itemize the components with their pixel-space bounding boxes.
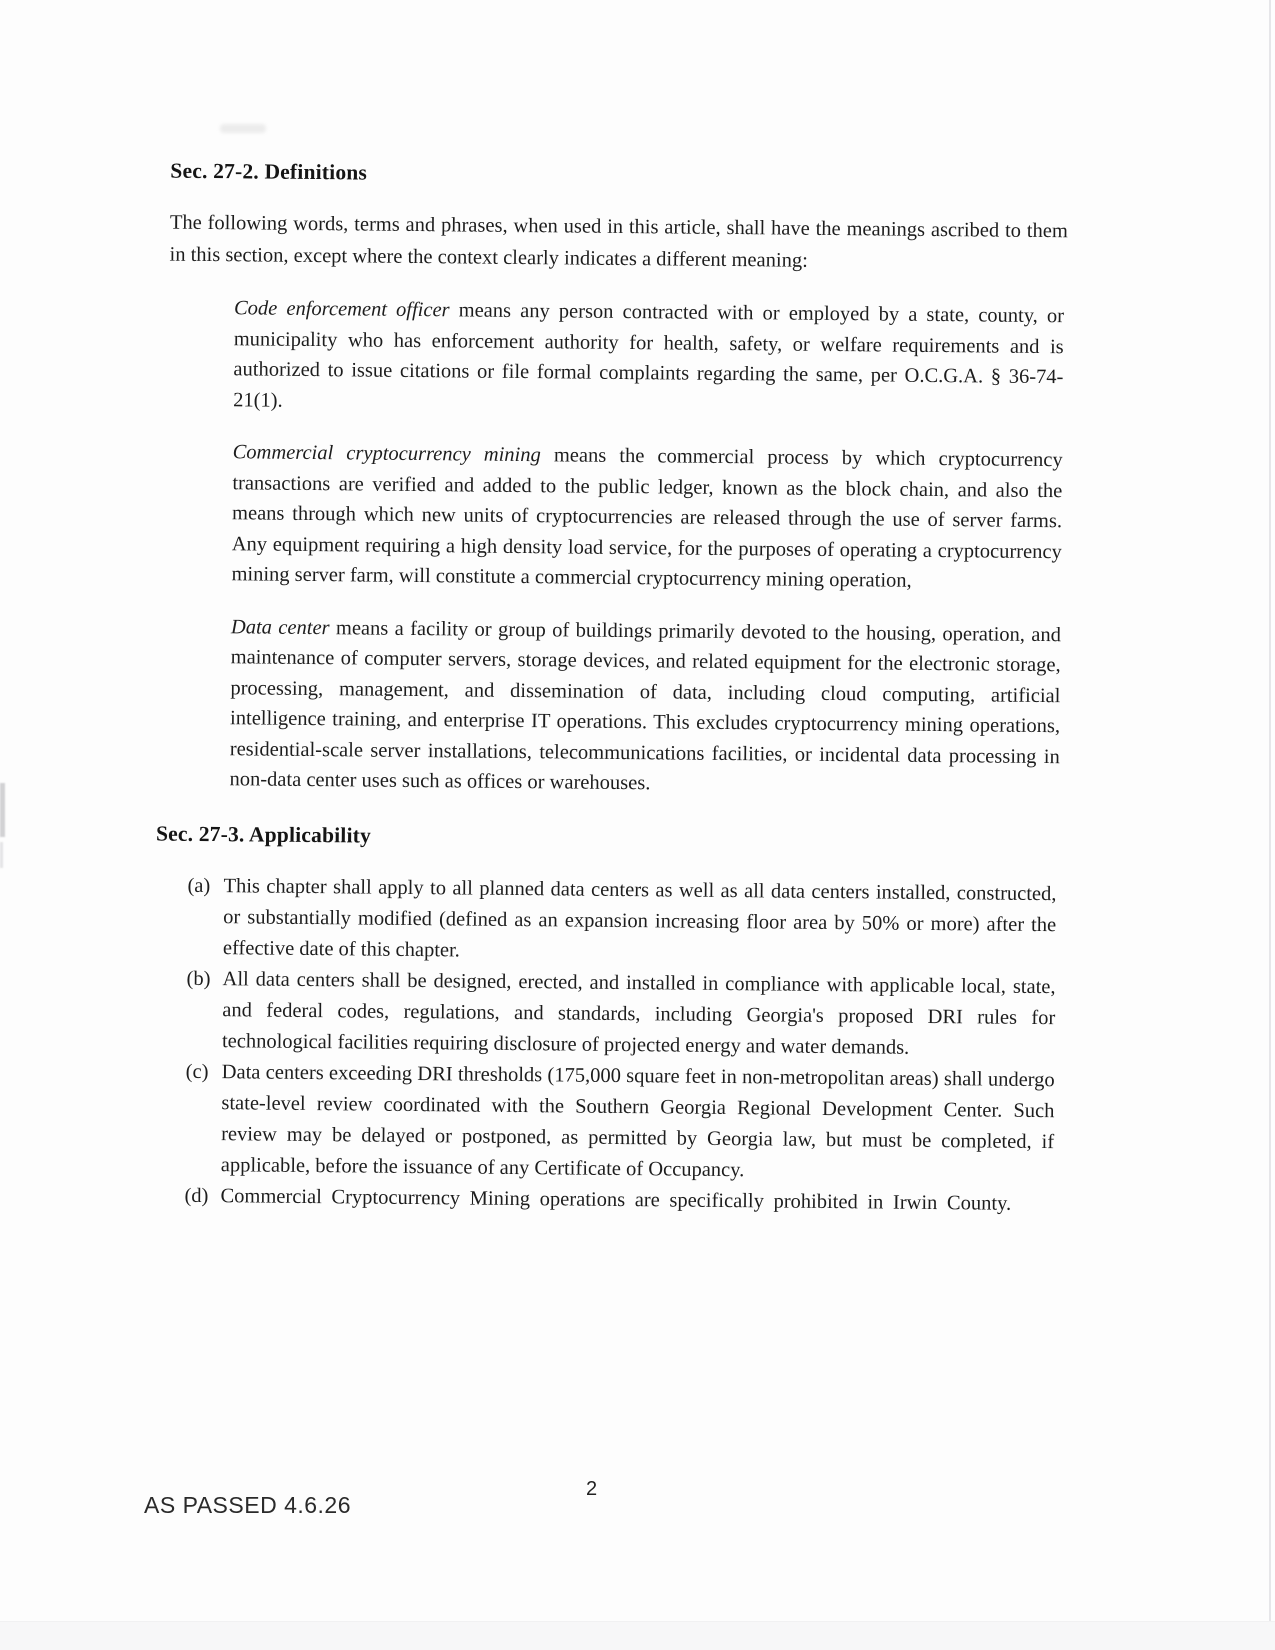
definition-body: means the commercial process by which cryptocurrency transactions are verified and added to the public ledger, known as the block chain, and also the means through which new units of cryptocurrencies are released through the use of server farms. Any equipment requiring a high density load service, for the purposes of operating a cryptocurrency mining server farm, will constitute a commercial cryptocurrency mining operation, (231, 444, 1063, 592)
list-item-marker: (a) (187, 874, 211, 897)
list-item-a (187, 870, 1057, 971)
definition-term: Data center (230, 615, 330, 639)
page-number: 2 (586, 1478, 598, 1500)
list-item-marker: (c) (185, 1060, 209, 1083)
list-item-c (185, 1056, 1055, 1188)
definition-term: Code enforcement officer (233, 297, 450, 322)
list-item-marker: (b) (186, 967, 211, 990)
list-item-text: All data centers shall be designed, erected, and installed in compliance with applicable local, state, and federal codes, regulations, and standards, including Georgia's proposed DRI rules for technological facilities requiring disclosure of projected energy and water demands. (221, 967, 1056, 1059)
applicability-item-list (184, 870, 1056, 1219)
definition-paragraph-code-enforcement-officer (233, 293, 1064, 423)
list-item-marker: (d) (184, 1184, 209, 1207)
definition-term: Commercial cryptocurrency mining (232, 441, 541, 467)
definition-paragraph-commercial-cryptocurrency-mining (231, 437, 1062, 597)
scan-bottom-band (0, 1621, 1275, 1650)
section-heading-definitions: Sec. 27-2. Definitions (170, 158, 368, 185)
definitions-intro-paragraph: The following words, terms and phrases, when used in this article, shall have the meanings ascribed to them in this section, except where the context clearly indicates a different meaning: (169, 211, 1068, 272)
definition-body: means any person contracted with or employed by a state, county, or municipality who has enforcement authority for health, safety, or welfare requirements and is authorized to issue citations or file formal complaints regarding the same, per O.C.G.A. § 36-74-21(1). (233, 299, 1065, 412)
list-item-b (186, 963, 1056, 1064)
definition-paragraph-data-center (229, 612, 1061, 803)
definition-body: means a facility or group of buildings primarily devoted to the housing, operation, and maintenance of computer servers, storage devices, and related equipment for the electronic storage, processing, management, and dissemination of data, including cloud computing, artificial intelligence training, and enterprise IT operations. This excludes cryptocurrency mining operations, residential-scale server installations, telecommunications facilities, or incidental data processing in non-data center uses such as offices or warehouses. (229, 616, 1062, 795)
list-item-text: This chapter shall apply to all planned data centers as well as all data centers installed, constructed, or substantially modified (defined as an expansion increasing floor area by 50% or more) after the effective date of this chapter. (222, 874, 1057, 961)
list-item-text: Commercial Cryptocurrency Mining operations are specifically prohibited in Irwin County. (220, 1184, 1012, 1215)
section-heading-applicability: Sec. 27-3. Applicability (155, 821, 372, 848)
as-passed-stamp: AS PASSED 4.6.26 (144, 1492, 352, 1518)
list-item-text: Data centers exceeding DRI thresholds (175,000 square feet in non-metropolitan areas) shall undergo state-level review coordinated with the Southern Georgia Regional Development Center. Such review may be delayed or postponed, as permitted by Georgia law, but must be completed, if applicable, before the issuance of any Certificate of Occupancy. (220, 1060, 1055, 1181)
